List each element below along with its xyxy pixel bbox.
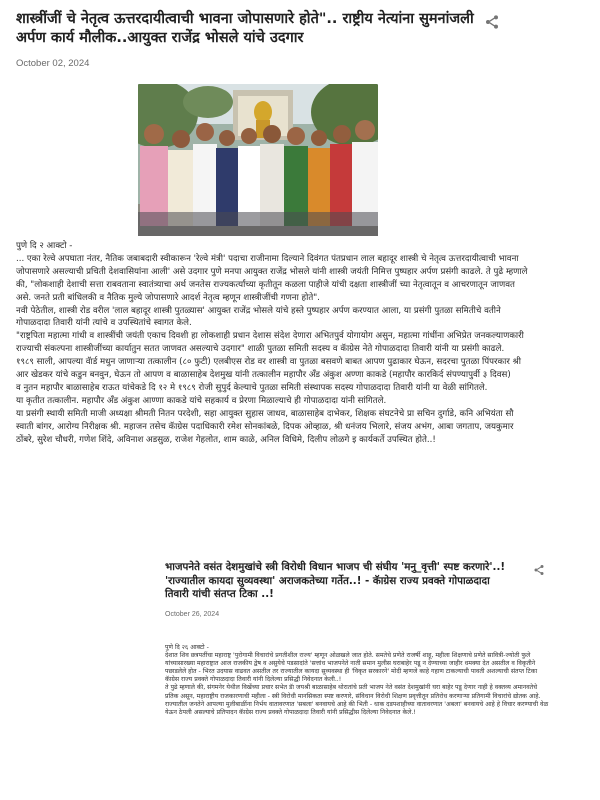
post-2-paragraph: पुणे दि २६ आक्टो - [165, 644, 209, 651]
post-1-paragraph: "राष्ट्रपिता महात्मा गांधी व शास्त्रींची जयंती एकाच दिवशी हा लोकशाही प्रधान देशास संदेश देणारा अभितपुर्व योगायोग असुन, महात्मा गांधींना अभिप्रेत जनकल्याणकारी राज्याची संकल्पना शास्त्रीजींच्या कार्यातुन सतत जाणवत असल्याचे उदगार" शाळी पुतळा समिती सदस्य व कॅाग्रेस नेते गोपाळदादा तिवारी यांनी या प्रसंगी काढले. [16, 331, 524, 355]
post-2-body [165, 644, 549, 717]
post-2-date: October 26, 2024 [165, 611, 220, 618]
post-2-title[interactable]: भाजपनेते वसंत देशमुखांचे स्त्री विरोधी विधान भाजप ची संघीय 'मनु_वृत्ती' स्पष्ट करणारे'..! 'राज्यातील कायदा सुव्यवस्था' अराजकतेच्या गर्तेत..! - कॅाग्रेस राज्य प्रवक्ते गोपाळदादा तिवारी यांची संतप्त टिका ..! [165, 561, 506, 601]
post-1-paragraph: या कृतीत तत्कालीन. महापौर अँड अंकुश आण्णा काकडे यांचे सहकार्य व प्रेरणा मिळाल्याचे ही गोपाळदादा यांनी सांगितले. [16, 395, 387, 406]
post-1-date: October 02, 2024 [16, 58, 90, 69]
post-1-paragraph: व नुतन महापौर बाळासाहेब राऊत यांचेकडे दि १२ मे १९८९ रोजी सुपुर्द केल्याचे पुतळा समिती संस्थापक सदस्य गोपाळदादा तिवारी यांनी या वेळी सांगितले. [16, 382, 488, 393]
post-1-photo[interactable] [138, 84, 378, 236]
share-icon[interactable] [533, 561, 545, 573]
post-1-paragraph: ... एका रेल्वे अपघाता नंतर, नैतिक जबाबदारी स्वीकारून 'रेल्वे मंत्री' पदाचा राजीनामा दिल्याने दिवंगत पंतप्रधान लाल बहादूर शास्त्री चे नेतृत्व ऊत्तरदायीत्वाची भावना जोपासणारे असल्याची प्रचिती देशवासियांना आली' असे उदगार पुणे मनपा आयुक्त राजेंद्र भोसले यांनी शास्त्री जयंती निमित्त पुष्पहार अर्पण प्रसंगी काढले. ते पुढे म्हणाले की, "लोकशाही देशाची सत्ता राबवताना स्वातंत्र्याचा अर्थ जनतेस राज्यकर्त्यांच्या कृतीतून कळला पाहीजे यांची दक्षता शास्त्रीजीं च्या नेतृत्वातून व आचरणातून जाणवत असे. जनते प्रती बांधिलकी व नैतिक मुल्ये जोपासणारे आदर्श नेतृत्व म्हणून शास्त्रीजींची गणना होते". [16, 253, 528, 303]
post-2-paragraph: राज्यातील जनतेने आपल्या मुलीबाळींना निर्भय वातावरणात 'सबला' बनवायचे आहे की भिती - धाक दडपशाहीच्या वातावरणात 'अबला' बनवायचे आहे हे विचार करण्याची वेळ येऊन ठेपली असल्याचे प्रतिपादन कॅाग्रेस राज्य प्रवक्ते गोपाळदादा तिवारी यांनी प्रसिद्धीस दिलेल्या निवेदनात केले.! [165, 700, 549, 716]
post-1-paragraph: १९८९ साली, आपल्या वॅार्ड मधुन जाणाऱ्या तत्कालीन (८० फुटी) एलबीएस रोड वर शास्त्री वा पुतळा बसवणे बाबत आपण पुढाकार घेऊन, सदरचा पुतळा पिंपरकार श्री आर खेडकर यांचे कडुन बनवुन, घेऊन तो आपण व बाळासाहेब देशमुख यांनी तत्कालीन महापौर अँड अंकुश अण्णा काकडे (महापौर कारकिर्द संपण्यापुर्वी ३ दिवस) [16, 357, 521, 381]
post-2-paragraph: ते पुढे म्हणाले की, संगमनेर येथील विखेंच्या प्रचार सभेत डॅा जयश्री बाळासाहेब थोरातांचे प्रती भाजप नेते वसंत देशमुखांनी घरा बाहेर पडू देणार नाही हे वक्तव्य अमानवतेचे प्रतिक असून, महाराष्ट्रीय राजकारणाची महीला - स्त्री विरोधी मानसिकता स्पष्ट करणारे, संविधान विरोधी शिक्षण प्रवृत्तीतून प्रतिरोध करणाऱ्या प्रतिगामी विचारांचे द्योतक आहे. [165, 684, 541, 700]
post-1-title[interactable]: शास्त्रींजीं चे नेतृत्व ऊत्तरदायीत्वाची भावना जोपासणारे होते".. राष्ट्रीय नेत्यांना सुमनांजली अर्पण कार्य मौलीक..आयुक्त राजेंद्र भोसले यांचे उदगार [16, 11, 474, 46]
photo-illustration [138, 84, 378, 236]
post-1-body [16, 240, 528, 447]
post-2 [165, 561, 553, 602]
post-1 [16, 10, 584, 48]
post-1-paragraph: पुणे दि २ आक्टो - [16, 241, 73, 251]
post-1-paragraph: या प्रसंगी स्थायी समिती माजी अध्यक्षा श्रीमती नितन परदेशी, सहा आयुक्त सुहास जाधव, बाळासाहेब दाभेकर, शिक्षक संघटनेचे प्रा सचिन दुर्गाडे, कनि अभियंता सौ स्वाती बांगर, आरोग्य निरीक्षक श्री. महाजन तसेच कॅाग्रेस पदाधिकारी रमेश सोनकांबळे, दिपक ओव्हाळ, श्री धनंजय भिलारे, संजय अभंग, आबा जगताप, जयकुमार ठोंबरे, सुरेश चौधरी, गणेश शिंदे, अविनाश अडसुळ, राजेश गेहलोत, शाम काळे, अनिल विधिमे, दिलीप लोळगे इ कार्यकर्ते उपस्थित होते..! [16, 408, 514, 445]
post-2-paragraph: देशात शिव छत्रपतींचा महाराष्ट्र 'पुरोगामी विचारांचे प्रगतीशील राज्य' म्हणून ओळखले जात होते. समतेचे प्रणेते राजर्षी शाहू, महीला शिक्षणाचे प्रणेते सावित्री-ज्योती फुले यांच्यासारख्या महाराष्ट्रात आज राजकीय द्वेष व असुयेचे पडसादांते 'सत्तांध भाजपनेते नाती समान मुलीस घराबाहेर पडू न देण्याच्या जाहीर धमक्या देत असतील व विकृतीने पछाडलेले होत - भिरत उदयास वाढवत असतील तर राज्यातील कायदा सुव्यवस्था ही 'विकृत सरकारने' मोदी म्हणजे काहे गहाण टाकल्याची पावती अशल्याची संतप्त टिका कॅाग्रेस राज्य प्रवक्ते गोपाळदादा तिवारी यांनी दिलेल्या प्रसिद्धी निवेदनात केली..! [165, 652, 538, 684]
post-1-paragraph: नवी पेठेतील, शास्त्री रोड वरील 'लाल बहादूर शास्त्री पुतळ्यास' आयुक्त राजेंद्र भोसले यांचे हस्ते पुष्पहार अर्पण करण्यात आला, या प्रसंगी पुतळा समितीचे वतीने गोपाळदादा तिवारी यांनी त्यांचे व उपस्थितांचे स्वागत केले. [16, 305, 501, 329]
share-icon[interactable] [484, 14, 500, 30]
